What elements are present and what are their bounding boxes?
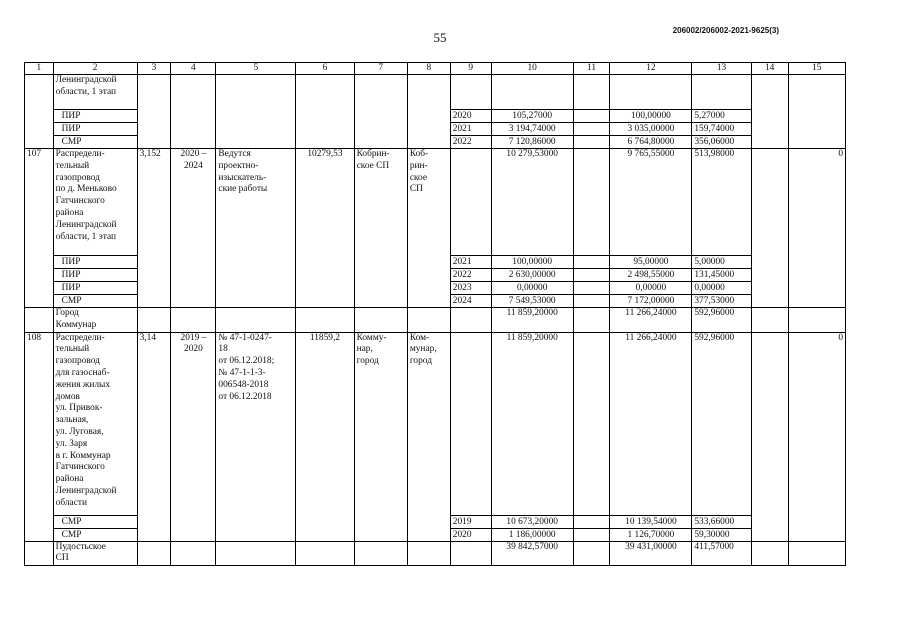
local: 533,66000	[692, 515, 751, 528]
regional: 10 139,54000	[610, 515, 692, 528]
item-name-line: Ленинградской	[55, 485, 117, 496]
header-col-5: 5	[216, 63, 296, 75]
header-col-15: 15	[788, 63, 845, 75]
year: 2019	[450, 515, 491, 528]
regional: 11 266,24000	[610, 308, 692, 333]
total: 100,00000	[491, 256, 573, 269]
item-name-line: района	[55, 207, 84, 218]
permit-line: от 06.12.2018;	[218, 356, 275, 367]
item-name-line: ул. Луговая,	[55, 426, 104, 437]
item-name-line: в г. Коммунар	[55, 450, 111, 461]
year: 2022	[450, 136, 491, 149]
local: 411,57000	[692, 541, 751, 566]
period-line: 2024	[184, 160, 203, 171]
item-name-line: зальная,	[55, 415, 89, 426]
customer	[354, 332, 407, 541]
stage-label: СМР	[53, 295, 137, 308]
local: 592,96000	[692, 308, 751, 333]
total: 11 859,20000	[491, 332, 573, 515]
total: 39 842,57000	[491, 541, 573, 566]
total: 2 630,00000	[491, 269, 573, 282]
year: 2022	[450, 269, 491, 282]
document-code: 206002/206002-2021-9625(3)	[672, 26, 779, 35]
item-name-line: тельный	[55, 344, 90, 355]
item-name-line: жения жилых	[55, 379, 111, 390]
city-name-line: Город	[55, 308, 79, 318]
permit-line: № 47-1-1-3-	[218, 367, 266, 378]
city-subtotal-row	[25, 308, 846, 333]
total: 7 120,86000	[491, 136, 573, 149]
item-name-line: ул. Заря	[55, 438, 88, 449]
item-name-line: ул. Привок-	[55, 403, 103, 414]
local: 513,98000	[692, 149, 751, 256]
local: 5,27000	[692, 110, 751, 123]
item-name-line: Распредели-	[55, 149, 105, 159]
stage-label: ПИР	[53, 110, 137, 123]
header-col-3: 3	[137, 63, 171, 75]
item-name-line: района	[55, 474, 84, 485]
header-col-12: 12	[610, 63, 692, 75]
total: 10 279,53000	[491, 149, 573, 256]
item-number: 107	[25, 149, 54, 308]
header-col-1: 1	[25, 63, 54, 75]
header-col-8: 8	[407, 63, 450, 75]
regional: 11 266,24000	[610, 332, 692, 515]
status-line: проектно-	[218, 160, 259, 171]
item-108-row	[25, 332, 846, 515]
col15: 0	[788, 332, 845, 541]
regional: 2 498,55000	[610, 269, 692, 282]
owner-line: рин-	[409, 160, 428, 171]
local: 377,53000	[692, 295, 751, 308]
stage-label: ПИР	[53, 256, 137, 269]
customer	[354, 149, 407, 308]
item-name-line: Гатчинского	[55, 462, 105, 473]
permit-line: № 47-1-0247-	[218, 332, 272, 343]
pudost-name	[53, 541, 137, 566]
customer-line: Кобрин-	[356, 149, 390, 159]
status-line: изыскатель-	[218, 172, 267, 183]
total: 7 549,53000	[491, 295, 573, 308]
local: 5,00000	[692, 256, 751, 269]
local: 59,30000	[692, 528, 751, 541]
stage-label: СМР	[53, 515, 137, 528]
year: 2021	[450, 256, 491, 269]
local: 356,06000	[692, 136, 751, 149]
col15: 0	[788, 149, 845, 308]
item-name-line: домов	[55, 391, 80, 402]
header-col-6: 6	[296, 63, 354, 75]
cost: 10279,53	[296, 149, 354, 308]
item-name-line: тельный	[55, 160, 90, 171]
year: 2023	[450, 282, 491, 295]
item-name-line: по д. Меньково	[55, 184, 117, 195]
regional: 95,00000	[610, 256, 692, 269]
regional: 39 431,00000	[610, 541, 692, 566]
total: 105,27000	[491, 110, 573, 123]
year: 2020	[450, 528, 491, 541]
length: 3,14	[137, 332, 171, 541]
length: 3,152	[137, 149, 171, 308]
period	[171, 332, 216, 541]
item-name-line: Распредели-	[55, 332, 105, 343]
item-number: 108	[25, 332, 54, 541]
pudost-name-line: СП	[55, 553, 69, 564]
permit-line: 18	[218, 344, 228, 355]
cost: 11859,2	[296, 332, 354, 541]
regional: 3 035,00000	[610, 123, 692, 136]
item-name-line: для газоснаб-	[55, 367, 110, 378]
total: 10 673,20000	[491, 515, 573, 528]
period-line: 2019 –	[180, 332, 207, 343]
header-col-11: 11	[573, 63, 610, 75]
total: 1 186,00000	[491, 528, 573, 541]
local: 131,45000	[692, 269, 751, 282]
period-line: 2020	[184, 344, 203, 355]
owner-line: СП	[409, 184, 423, 195]
customer-line: ское СП	[356, 160, 390, 171]
owner-line: Коб-	[409, 149, 429, 159]
customer-line: Комму-	[356, 332, 387, 343]
owner-line: Ком-	[409, 332, 430, 343]
total: 3 194,74000	[491, 123, 573, 136]
item-name-line: газопровод	[55, 172, 100, 183]
total: 0,00000	[491, 282, 573, 295]
status-line: ские работы	[218, 184, 268, 195]
period-line: 2020 –	[180, 149, 207, 159]
header-col-2: 2	[53, 63, 137, 75]
status-line: Ведутся	[218, 149, 251, 159]
item-name-line: области	[55, 497, 87, 508]
customer-line: нар,	[356, 344, 373, 355]
regional: 100,00000	[610, 110, 692, 123]
stage-label: ПИР	[53, 123, 137, 136]
regional: 7 172,00000	[610, 295, 692, 308]
owner-line: ское	[409, 172, 428, 183]
header-col-9: 9	[450, 63, 491, 75]
cont-name-line: области, 1 этап	[55, 86, 117, 97]
year: 2020	[450, 110, 491, 123]
city-name	[53, 308, 137, 333]
pudost-subtotal-row	[25, 541, 846, 566]
item-name-line: Гатчинского	[55, 196, 105, 207]
local: 159,74000	[692, 123, 751, 136]
regional: 0,00000	[610, 282, 692, 295]
item-name-line: Ленинградской	[55, 219, 117, 230]
permit-line: 006548-2018	[218, 379, 269, 390]
stage-label: СМР	[53, 528, 137, 541]
local: 592,96000	[692, 332, 751, 515]
item-name	[53, 149, 137, 256]
cont-name-row	[25, 75, 846, 110]
owner	[407, 332, 450, 541]
header-col-7: 7	[354, 63, 407, 75]
pudost-name-line: Пудостьское	[55, 541, 106, 552]
page-number: 55	[433, 30, 447, 45]
item-107-row	[25, 149, 846, 256]
permit-line: от 06.12.2018	[218, 391, 272, 402]
owner-line: мунар,	[409, 344, 437, 355]
header-col-14: 14	[751, 63, 788, 75]
local: 0,00000	[692, 282, 751, 295]
header-col-10: 10	[491, 63, 573, 75]
owner-line: город	[409, 356, 432, 367]
stage-label: СМР	[53, 136, 137, 149]
header-col-4: 4	[171, 63, 216, 75]
total: 11 859,20000	[491, 308, 573, 333]
header-col-13: 13	[692, 63, 751, 75]
item-name-line: газопровод	[55, 356, 100, 367]
item-name-line: области, 1 этап	[55, 231, 117, 242]
cont-name-line: Ленинградской	[55, 75, 117, 85]
cont-name	[53, 75, 137, 110]
stage-label: ПИР	[53, 282, 137, 295]
regional: 6 764,80000	[610, 136, 692, 149]
regional: 9 765,55000	[610, 149, 692, 256]
permit	[216, 332, 296, 541]
item-name	[53, 332, 137, 515]
regional: 1 126,70000	[610, 528, 692, 541]
customer-line: город	[356, 356, 379, 367]
gas-pipeline-table	[24, 62, 846, 566]
year: 2021	[450, 123, 491, 136]
period	[171, 149, 216, 308]
owner	[407, 149, 450, 308]
year: 2024	[450, 295, 491, 308]
stage-label: ПИР	[53, 269, 137, 282]
status	[216, 149, 296, 308]
header-row	[25, 63, 846, 75]
city-name-line: Коммунар	[55, 319, 97, 330]
